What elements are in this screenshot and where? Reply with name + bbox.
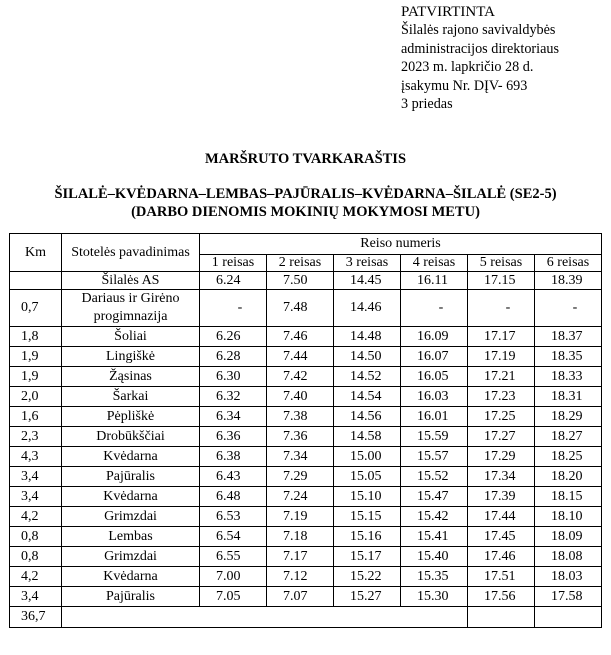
time-cell: 15.57 [401,447,468,467]
km-cell: 0,8 [10,527,62,547]
time-cell: - [468,290,535,327]
time-cell: 7.34 [267,447,334,467]
table-row [10,347,602,367]
approval-heading: PATVIRTINTA [401,4,496,20]
time-cell: 15.59 [401,427,468,447]
time-cell: 17.21 [468,367,535,387]
time-cell: 18.20 [535,467,602,487]
time-cell: 17.29 [468,447,535,467]
km-column-header: Km [10,234,62,272]
stop-name-cell: Šoliai [62,327,200,347]
time-cell: 14.45 [334,272,401,290]
table-row [10,387,602,407]
stop-name-cell: Šilalės AS [62,272,200,290]
empty-cell [468,607,535,628]
approval-line: 3 priedas [401,96,453,113]
time-cell: 18.27 [535,427,602,447]
time-cell: 6.34 [200,407,267,427]
approval-line: įsakymu Nr. DĮV- 693 [401,77,528,94]
time-cell: 15.00 [334,447,401,467]
table-row [10,467,602,487]
stop-name-cell: Pajūralis [62,587,200,607]
time-cell: 6.36 [200,427,267,447]
time-cell: 6.24 [200,272,267,290]
time-cell: - [401,290,468,327]
time-cell: 18.31 [535,387,602,407]
stop-name-cell: Grimzdai [62,547,200,567]
trip-header: 4 reisas [401,255,468,272]
stop-name-cell: Kvėdarna [62,487,200,507]
time-cell: 17.19 [468,347,535,367]
stop-name-cell: Žąsinas [62,367,200,387]
time-cell: 18.10 [535,507,602,527]
trip-number-header: Reiso numeris [200,234,602,255]
time-cell: 14.58 [334,427,401,447]
km-cell: 4,3 [10,447,62,467]
table-row [10,272,602,290]
time-cell: 16.07 [401,347,468,367]
table-row [10,527,602,547]
km-cell: 2,3 [10,427,62,447]
route-note: (DARBO DIENOMIS MOKINIŲ MOKYMOSI METU) [131,204,480,220]
km-cell: 0,7 [10,290,62,327]
stop-name-cell: Kvėdarna [62,447,200,467]
trip-header: 6 reisas [535,255,602,272]
time-cell: 15.30 [401,587,468,607]
empty-cell [62,607,468,628]
trip-header: 3 reisas [334,255,401,272]
stop-name-cell: Kvėdarna [62,567,200,587]
time-cell: 15.17 [334,547,401,567]
time-cell: 6.30 [200,367,267,387]
stop-name-cell: Pėpliškė [62,407,200,427]
km-cell: 0,8 [10,547,62,567]
time-cell: 15.27 [334,587,401,607]
km-cell [10,272,62,290]
time-cell: - [200,290,267,327]
table-row [10,447,602,467]
table-row [10,407,602,427]
time-cell: 15.41 [401,527,468,547]
time-cell: 16.03 [401,387,468,407]
time-cell: 7.38 [267,407,334,427]
stop-name-cell: Drobūkščiai [62,427,200,447]
time-cell: 16.01 [401,407,468,427]
stop-name-cell: Šarkai [62,387,200,407]
table-row [10,427,602,447]
time-cell: 7.17 [267,547,334,567]
stop-name-cell: Lembas [62,527,200,547]
km-cell: 2,0 [10,387,62,407]
time-cell: 17.15 [468,272,535,290]
time-cell: 14.52 [334,367,401,387]
time-cell: 17.51 [468,567,535,587]
time-cell: 18.03 [535,567,602,587]
time-cell: 15.47 [401,487,468,507]
time-cell: 15.40 [401,547,468,567]
time-cell: 18.35 [535,347,602,367]
time-cell: 6.55 [200,547,267,567]
time-cell: 15.22 [334,567,401,587]
time-cell: 17.25 [468,407,535,427]
time-cell: 7.50 [267,272,334,290]
km-cell: 4,2 [10,507,62,527]
time-cell: 18.08 [535,547,602,567]
table-row [10,327,602,347]
stop-name-cell: Lingiškė [62,347,200,367]
time-cell: 18.29 [535,407,602,427]
time-cell: 17.44 [468,507,535,527]
approval-line: 2023 m. lapkričio 28 d. [401,59,534,76]
time-cell: 6.43 [200,467,267,487]
time-cell: 6.26 [200,327,267,347]
time-cell: 15.16 [334,527,401,547]
time-cell: 18.33 [535,367,602,387]
table-row [10,487,602,507]
km-cell: 1,8 [10,327,62,347]
approval-line: Šilalės rajono savivaldybės [401,22,556,39]
time-cell: 15.05 [334,467,401,487]
time-cell: 18.39 [535,272,602,290]
table-row [10,587,602,607]
time-cell: 7.24 [267,487,334,507]
time-cell: 17.27 [468,427,535,447]
time-cell: 7.44 [267,347,334,367]
time-cell: 16.11 [401,272,468,290]
km-cell: 3,4 [10,487,62,507]
table-row [10,547,602,567]
time-cell: 6.54 [200,527,267,547]
time-cell: 7.18 [267,527,334,547]
km-cell: 4,2 [10,567,62,587]
time-cell: 7.05 [200,587,267,607]
time-cell: 17.58 [535,587,602,607]
table-row [10,507,602,527]
km-cell: 3,4 [10,467,62,487]
total-row [10,607,602,628]
time-cell: 15.10 [334,487,401,507]
time-cell: 15.52 [401,467,468,487]
time-cell: 14.46 [334,290,401,327]
time-cell: 17.45 [468,527,535,547]
time-cell: 6.32 [200,387,267,407]
time-cell: 17.34 [468,467,535,487]
time-cell: 16.05 [401,367,468,387]
km-cell: 1,9 [10,347,62,367]
time-cell: 17.23 [468,387,535,407]
km-cell: 1,9 [10,367,62,387]
total-km-cell: 36,7 [10,607,62,628]
document-title: MARŠRUTO TVARKARAŠTIS [204,151,407,167]
time-cell: 6.48 [200,487,267,507]
time-cell: 16.09 [401,327,468,347]
stop-name-cell: Grimzdai [62,507,200,527]
time-cell: 18.09 [535,527,602,547]
time-cell: 14.48 [334,327,401,347]
time-cell: 15.42 [401,507,468,527]
km-cell: 1,6 [10,407,62,427]
trip-header: 2 reisas [267,255,334,272]
time-cell: - [535,290,602,327]
time-cell: 6.38 [200,447,267,467]
time-cell: 15.35 [401,567,468,587]
time-cell: 14.50 [334,347,401,367]
table-row [10,367,602,387]
time-cell: 6.28 [200,347,267,367]
time-cell: 18.25 [535,447,602,467]
time-cell: 14.56 [334,407,401,427]
time-cell: 17.17 [468,327,535,347]
time-cell: 7.00 [200,567,267,587]
time-cell: 7.29 [267,467,334,487]
time-cell: 7.12 [267,567,334,587]
empty-cell [535,607,602,628]
time-cell: 14.54 [334,387,401,407]
time-cell: 7.19 [267,507,334,527]
time-cell: 7.42 [267,367,334,387]
approval-block [401,3,559,113]
trip-header: 1 reisas [200,255,267,272]
time-cell: 7.46 [267,327,334,347]
time-cell: 15.15 [334,507,401,527]
approval-line: administracijos direktoriaus [401,40,559,57]
time-cell: 6.53 [200,507,267,527]
time-cell: 7.48 [267,290,334,327]
km-cell: 3,4 [10,587,62,607]
stop-name-cell: Pajūralis [62,467,200,487]
route-name: ŠILALĖ–KVĖDARNA–LEMBAS–PAJŪRALIS–KVĖDARNA–ŠILALĖ (SE2-5) [54,186,557,202]
time-cell: 17.39 [468,487,535,507]
table-row [10,567,602,587]
time-cell: 7.36 [267,427,334,447]
table-row [10,290,602,327]
time-cell: 17.46 [468,547,535,567]
trip-header: 5 reisas [468,255,535,272]
time-cell: 17.56 [468,587,535,607]
schedule-table [9,233,602,628]
stop-name-cell: Dariaus ir Girėno progimnazija [62,290,200,327]
stop-column-header: Stotelės pavadinimas [62,234,200,272]
time-cell: 18.37 [535,327,602,347]
time-cell: 7.07 [267,587,334,607]
time-cell: 18.15 [535,487,602,507]
time-cell: 7.40 [267,387,334,407]
